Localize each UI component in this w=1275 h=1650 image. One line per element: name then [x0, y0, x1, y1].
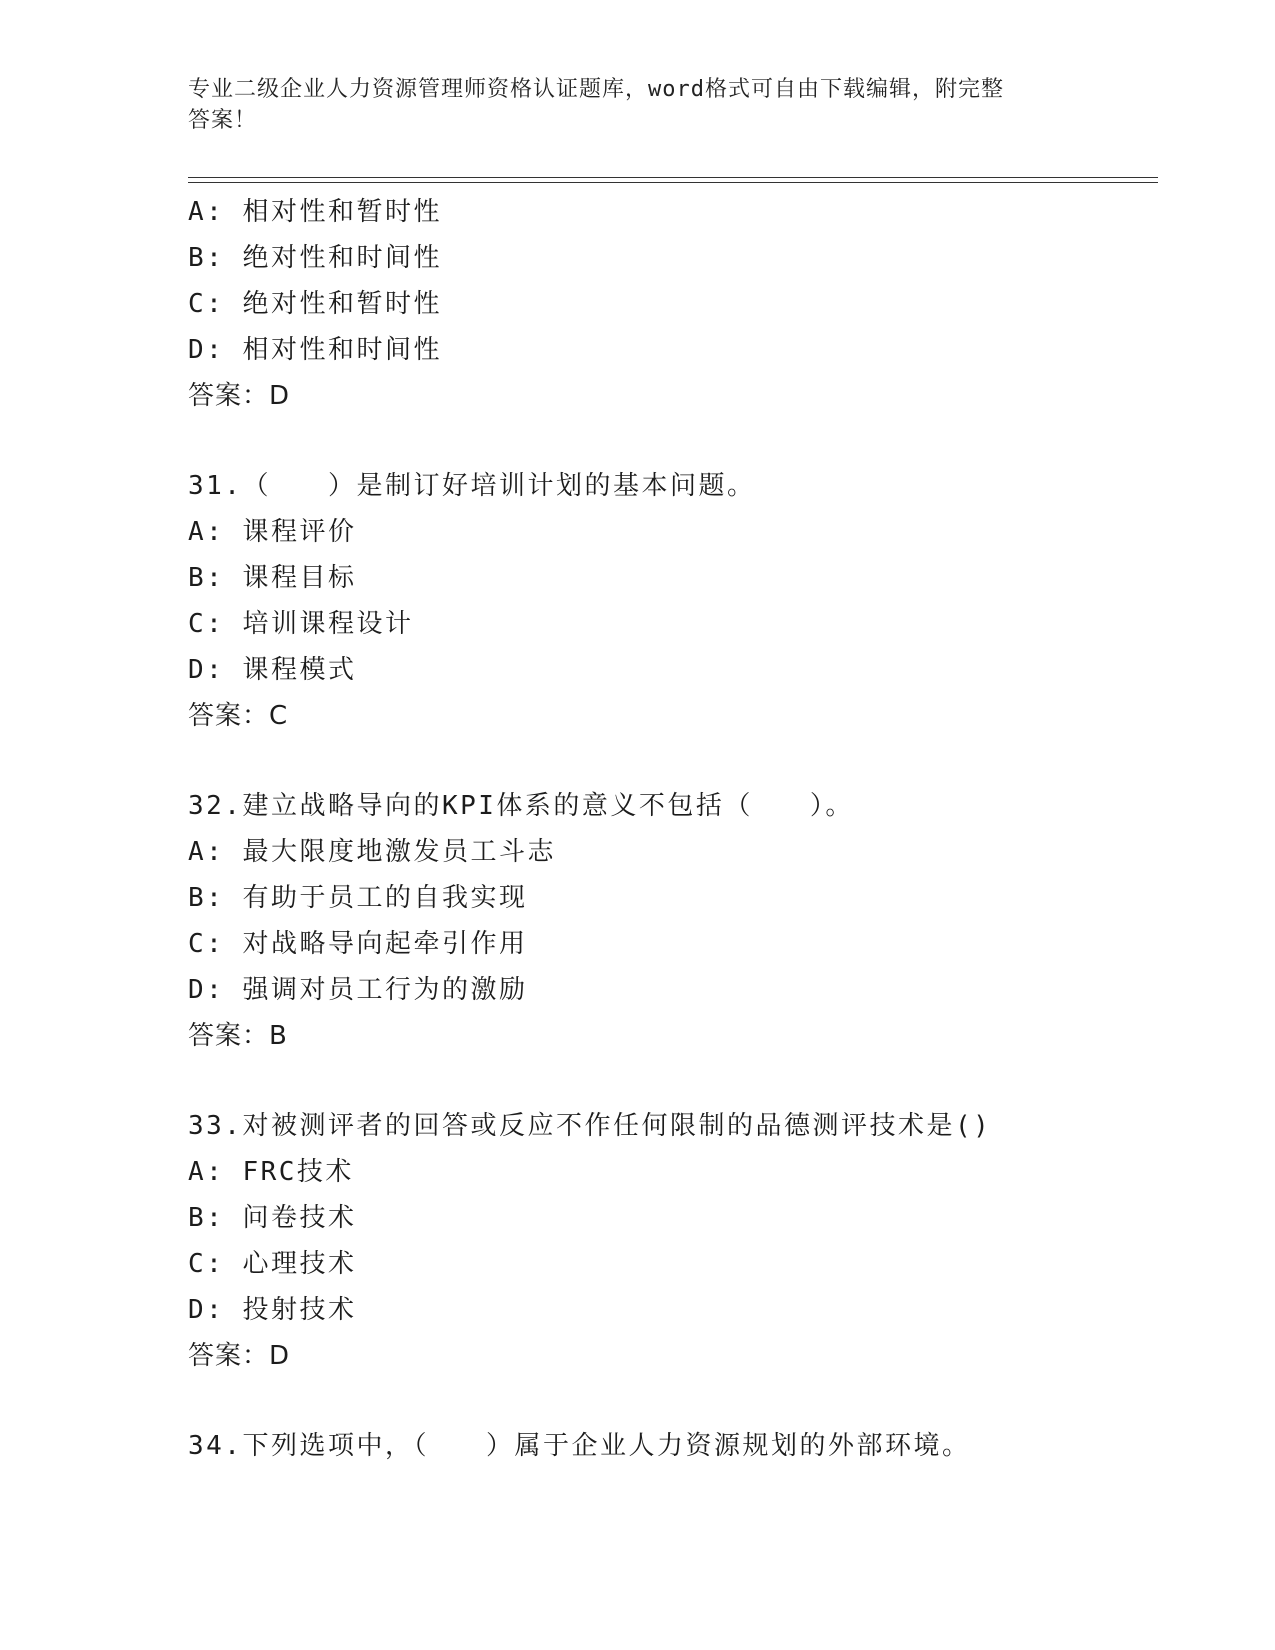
option-b: B: 有助于员工的自我实现: [188, 883, 528, 913]
answer: 答案：D: [188, 1341, 291, 1371]
option-a: A: 最大限度地激发员工斗志: [188, 837, 556, 867]
option-c: C: 培训课程设计: [188, 609, 414, 639]
header-divider-top: [188, 177, 1158, 178]
question-block-33: [188, 1103, 1168, 1379]
option-b: B: 课程目标: [188, 563, 357, 593]
option-d: D: 课程模式: [188, 655, 357, 685]
question-list: [188, 189, 1168, 1469]
document-header: [188, 74, 1088, 136]
question-block-prev: [188, 189, 1168, 419]
question-text: 31.（ ）是制订好培训计划的基本问题。: [188, 471, 756, 501]
option-b: B: 绝对性和时间性: [188, 243, 442, 273]
option-a: A: 相对性和暂时性: [188, 197, 442, 227]
question-block-32: [188, 783, 1168, 1059]
option-d: D: 相对性和时间性: [188, 335, 442, 365]
question-text: 32.建立战略导向的KPI体系的意义不包括（ ）。: [188, 791, 854, 821]
answer: 答案：D: [188, 381, 291, 411]
option-c: C: 心理技术: [188, 1249, 357, 1279]
question-block-31: [188, 463, 1168, 739]
header-line-1: 专业二级企业人力资源管理师资格认证题库，word格式可自由下载编辑，附完整: [188, 77, 1004, 102]
option-b: B: 问卷技术: [188, 1203, 357, 1233]
option-c: C: 绝对性和暂时性: [188, 289, 442, 319]
option-a: A: FRC技术: [188, 1157, 354, 1187]
question-block-34: [188, 1423, 1168, 1469]
option-c: C: 对战略导向起牵引作用: [188, 929, 528, 959]
question-text: 33.对被测评者的回答或反应不作任何限制的品德测评技术是(): [188, 1111, 992, 1141]
question-text: 34.下列选项中，（ ）属于企业人力资源规划的外部环境。: [188, 1431, 971, 1461]
answer: 答案：C: [188, 701, 289, 731]
option-d: D: 投射技术: [188, 1295, 357, 1325]
header-line-2: 答案！: [188, 108, 258, 133]
header-divider-bottom: [188, 182, 1158, 183]
option-d: D: 强调对员工行为的激励: [188, 975, 528, 1005]
option-a: A: 课程评价: [188, 517, 357, 547]
answer: 答案：B: [188, 1021, 288, 1051]
